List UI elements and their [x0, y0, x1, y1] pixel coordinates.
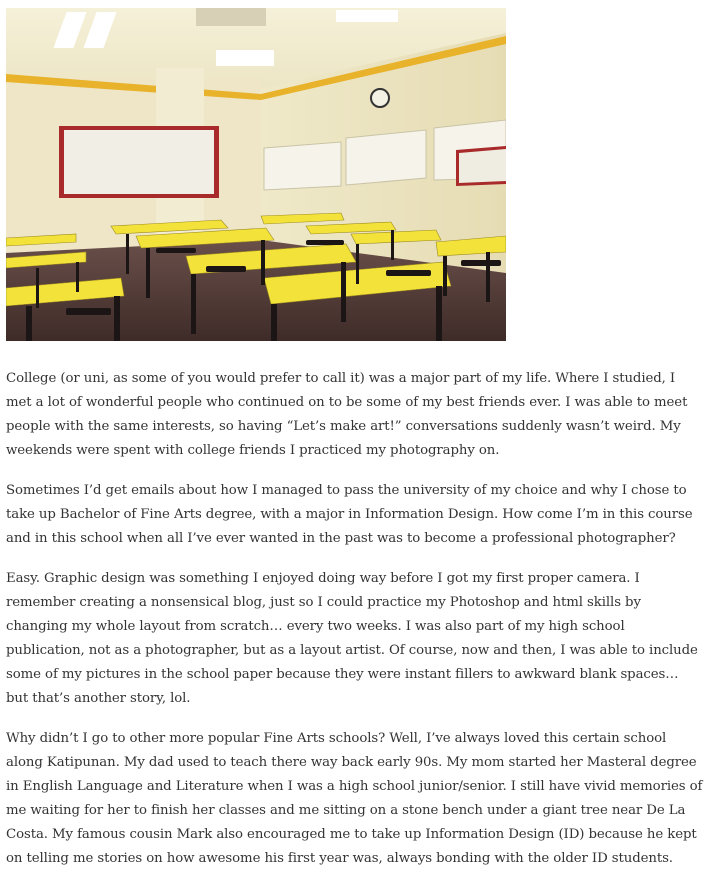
paragraph-2: Sometimes I’d get emails about how I managed to pass the university of my choice and why I chose to take up Bachelor of Fine Arts degree, with a major in Information Design. How come I’m in this course and in this school when all I’ve ever wanted in the past was to become a professional photographer? [6, 483, 693, 546]
paragraph-3: Easy. Graphic design was something I enjoyed doing way before I got my first proper camera. I remember creating a nonsensical blog, just so I could practice my Photoshop and html skills by changing my whole layout from scratch… every two weeks. I was also part of my high school publication, not as a photographer, but as a layout artist. Of course, now and then, I was able to include some of my pictures in the school paper because they were instant fillers to awkward blank spaces… but that’s another story, lol. [6, 571, 698, 706]
classroom-photo [6, 8, 506, 341]
paragraph-1: College (or uni, as some of you would prefer to call it) was a major part of my life. Where I studied, I met a lot of wonderful people who continued on to be some of my best friends ever. I was able to meet people with the same interests, so having “Let’s make art!” conversations suddenly wasn’t weird. My weekends were spent with college friends I practiced my photography on. [6, 371, 688, 458]
paragraph-4: Why didn’t I go to other more popular Fine Arts schools? Well, I’ve always loved this certain school along Katipunan. My dad used to teach there way back early 90s. My mom started her Masteral degree in English Language and Literature when I was a high school junior/senior. I still have vivid memories of me waiting for her to finish her classes and me sitting on a stone bench under a giant tree near De La Costa. My famous cousin Mark also encouraged me to take up Information Design (ID) because he kept on telling me stories on how awesome his first year was, always bonding with the older ID students. [6, 731, 703, 866]
article-body [6, 367, 703, 871]
